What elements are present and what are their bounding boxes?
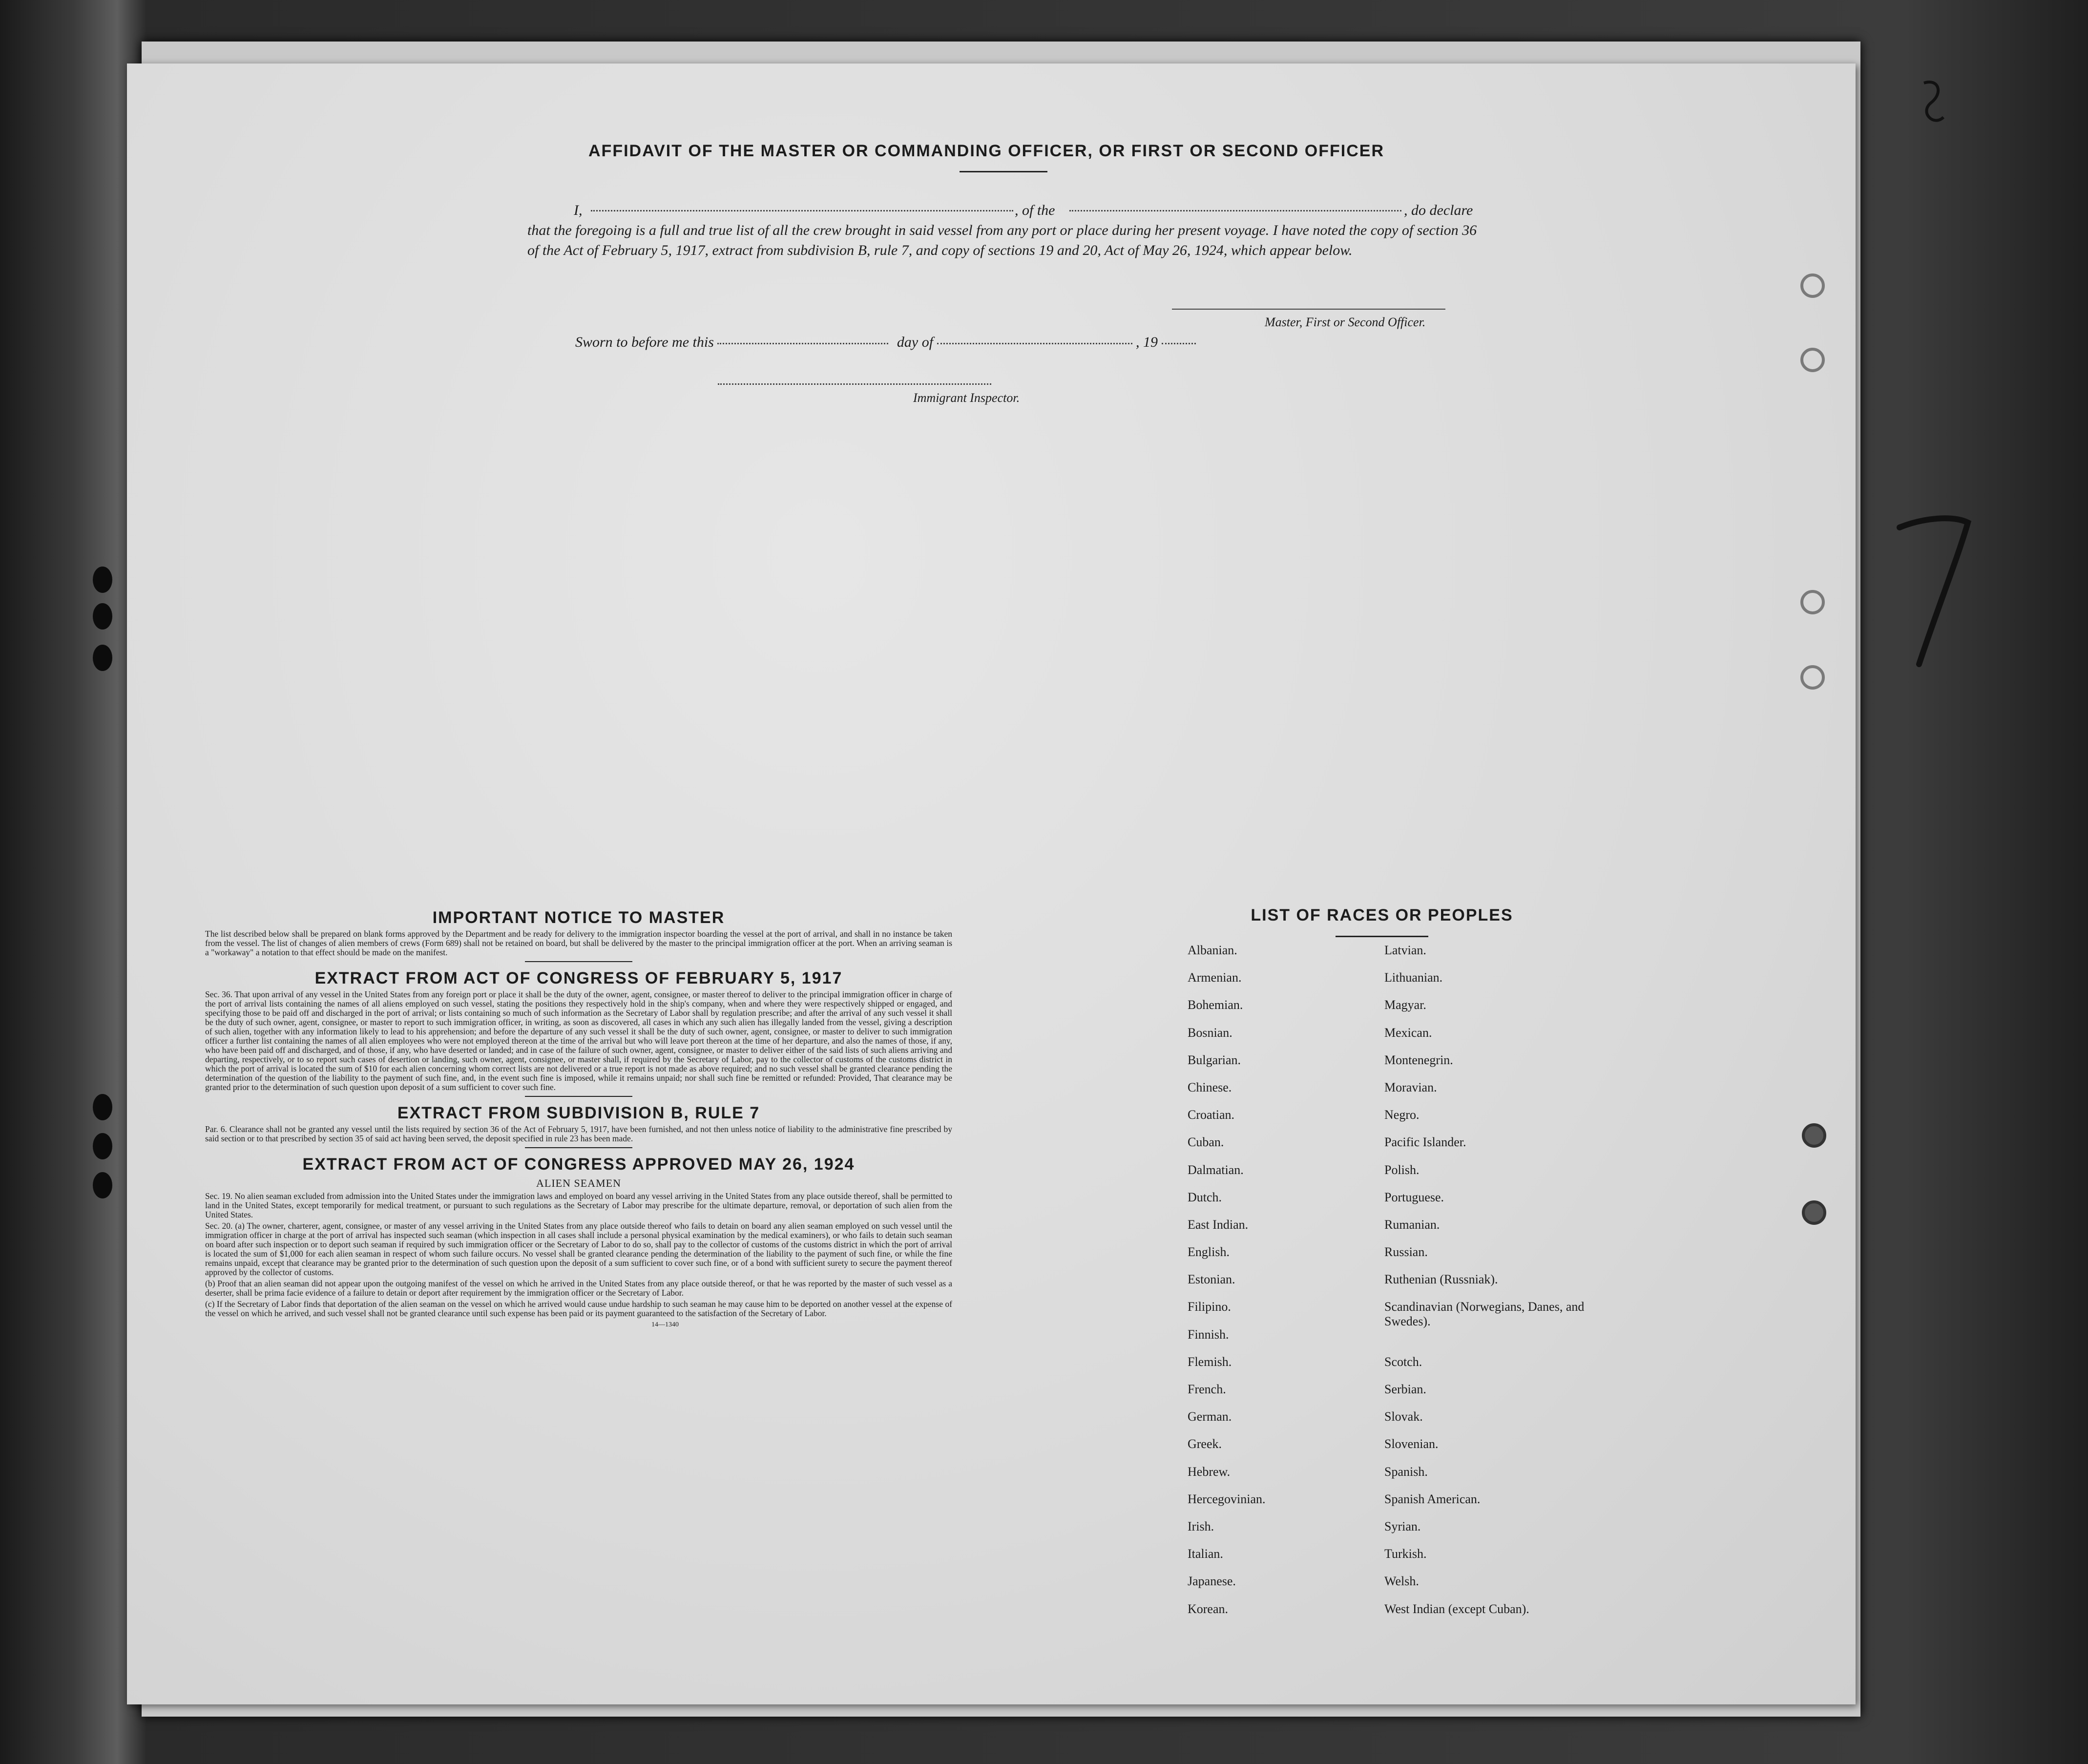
divider <box>525 1096 632 1097</box>
race-item: Flemish. <box>1188 1354 1232 1369</box>
race-item: French. <box>1188 1382 1226 1396</box>
race-item: Finnish. <box>1188 1327 1229 1342</box>
race-item: Moravian. <box>1384 1080 1437 1094</box>
sec19-text: Sec. 19. No alien seaman excluded from admission into the United States under the immigration laws and employed on board any vessel arriving in the United States from any place outside thereof, shall be permitted to land in the United States, except temporarily for medical treatment, or pursuant to such regulations as the Secretary of Labor may prescribe for the ultimate departure, removal, or deportation of such alien from the United States. <box>205 1191 952 1219</box>
affidavit-title: AFFIDAVIT OF THE MASTER OR COMMANDING OFFICER, OR FIRST OR SECOND OFFICER <box>588 142 1384 160</box>
year-blank[interactable] <box>1162 342 1196 344</box>
notice-text: The list described below shall be prepared on blank forms approved by the Department and be ready for delivery to the immigration inspector boarding the vessel at the port of arrival, and shall in no instance be taken from the vessel. The list of changes of alien members of crews (Form 689) shall not be retained on board, but shall be delivered by the master to the principal immigration officer at the port. When an arriving seaman is a "workaway" a notation to that effect should be made on the manifest. <box>205 929 952 957</box>
extract-1917-text: Sec. 36. That upon arrival of any vessel in the United States from any foreign port or place it shall be the duty of the owner, agent, consignee, or master thereof to deliver to the principal immigration officer in charge of the port of arrival lists containing the names of all aliens employed on such vessel, stating the positions they respectively hold in the ship's company, when and where they were respectively shipped or engaged, and specifying those to be paid off and discharged in the port of arrival; or lists containing so much of such information as the Secretary of Labor shall by regulation prescribe; and after the arrival of any such vessel it shall be the duty of such owner, agent, consignee, or master to report to such immigration officer, in writing, as soon as discovered, all cases in which any such alien has illegally landed from the vessel, giving a description of such alien, together with any information likely to lead to his apprehension; and before the departure of any such vessel it shall be the duty of such owner, agent, consignee, or master to deliver to such immigration officer a further list containing the names of all alien employees who were not employed thereon at the time of the arrival but who will leave port thereon at the time of her departure, and also the names of those, if any, who have been paid off and discharged, and of those, if any, who have deserted or landed; and in case of the failure of such owner, agent, consignee, or master to deliver either of the said lists of such aliens arriving and departing, respectively, or to so report such cases of desertion or landing, such owner, agent, consignee, or master shall, if required by the Secretary of Labor, pay to the collector of customs of the customs district in which the port of arrival is located the sum of $10 for each alien concerning whom correct lists are not delivered or a true report is not made as above required; and no such vessel shall be granted clearance pending the determination of the question of the liability to the payment of such fine, and, in the event such fine is imposed, while it remains unpaid; nor shall such fine be remitted or refunded: Provided, That clearance may be granted prior to the determination of such question upon deposit of a sum sufficient to cover such fine. <box>205 989 952 1092</box>
punch-hole <box>1800 273 1825 298</box>
race-item: Italian. <box>1188 1547 1223 1561</box>
affidavit-statement <box>527 200 1480 260</box>
handwritten-seven-mark <box>1895 508 1973 669</box>
day-of-label: day of <box>897 334 934 350</box>
vessel-blank[interactable] <box>1069 210 1401 211</box>
affidavit-body: that the foregoing is a full and true list of all the crew brought in said vessel from any port or place during her present voyage. I have noted the copy of section 36 of the Act of February 5, 1917, extract from subdivision B, rule 7, and copy of sections 19 and 20, Act of May 26, 1924, which appear below. <box>527 222 1477 258</box>
do-declare-label: , do declare <box>1404 202 1473 218</box>
race-item: German. <box>1188 1409 1232 1424</box>
race-item: Polish. <box>1384 1162 1420 1177</box>
race-item: Estonian. <box>1188 1272 1235 1287</box>
sworn-row <box>575 334 1196 351</box>
race-item: Spanish American. <box>1384 1491 1481 1506</box>
race-item: Serbian. <box>1384 1382 1426 1397</box>
sec20b-text: (b) Proof that an alien seaman did not appear upon the outgoing manifest of the vessel on which he arrived in the United States from any place outside thereof, or that he was reported by the master of such vessel as a deserter, shall be prima facie evidence of a failure to detain or deport after requirement by the immigration officer or the Secretary of Labor. <box>205 1279 952 1298</box>
races-column <box>1182 906 1585 1616</box>
extract-1917-title: EXTRACT FROM ACT OF CONGRESS OF FEBRUARY 5, 1917 <box>314 969 843 987</box>
binding-hole <box>93 1094 112 1120</box>
sworn-label: Sworn to before me this <box>575 334 714 350</box>
binding-hole <box>93 645 112 671</box>
race-item: Dutch. <box>1188 1190 1222 1204</box>
of-the-label: , of the <box>1015 202 1055 218</box>
day-blank[interactable] <box>717 342 888 344</box>
race-item: Hercegovinian. <box>1188 1491 1266 1506</box>
punch-hole <box>1800 665 1825 690</box>
race-item: Cuban. <box>1188 1135 1224 1150</box>
sec20a-text: Sec. 20. (a) The owner, charterer, agent, consignee, or master of any vessel arriving in the United States from any place outside thereof who fails to detain on board any alien seaman employed on such vessel until the immigration officer in charge at the port of arrival has inspected such seaman (which inspection in all cases shall include a personal physical examination by the medical examiners), or who fails to detain such seaman on board after such inspection or to deport such seaman if required by such immigration officer or the Secretary of Labor to do so, shall pay to the collector of customs of the customs district in which the port of arrival is located the sum of $1,000 for each alien seaman in respect of whom such failure occurs. No vessel shall be granted clearance pending the determination of the liability to the payment of such fine, or while the fine remains unpaid, except that clearance may be granted prior to the determination of such question upon the deposit of a sum sufficient to cover such fine, or of a bond with sufficient surety to secure the payment thereof approved by the collector of customs. <box>205 1221 952 1277</box>
race-item: Latvian. <box>1384 943 1426 957</box>
punch-hole <box>1802 1200 1826 1225</box>
title-underline <box>960 171 1047 172</box>
race-item: Rumanian. <box>1384 1217 1440 1232</box>
race-item: Turkish. <box>1384 1547 1427 1561</box>
race-item: Negro. <box>1384 1108 1420 1122</box>
binding-hole <box>93 603 112 630</box>
alien-seamen-subtitle: ALIEN SEAMEN <box>536 1177 621 1189</box>
races-left-column <box>1188 943 1373 1629</box>
extract-rule7-title: EXTRACT FROM SUBDIVISION B, RULE 7 <box>397 1104 760 1122</box>
race-item: Slovenian. <box>1384 1437 1439 1451</box>
punch-hole <box>1802 1123 1826 1148</box>
race-item: Scotch. <box>1384 1354 1422 1369</box>
race-item: English. <box>1188 1245 1230 1260</box>
race-item: Pacific Islander. <box>1384 1135 1466 1150</box>
race-item: West Indian (except Cuban). <box>1384 1601 1529 1616</box>
master-signature-line[interactable] <box>1172 309 1445 310</box>
inspector-caption: Immigrant Inspector. <box>913 391 1020 405</box>
race-item: Russian. <box>1384 1245 1428 1260</box>
race-item: Greek. <box>1188 1437 1222 1451</box>
race-item: Portuguese. <box>1384 1190 1444 1204</box>
race-item: Ruthenian (Russniak). <box>1384 1272 1498 1287</box>
binding-hole <box>93 567 112 593</box>
form-code: 14—1340 <box>651 1321 679 1328</box>
race-item: Albanian. <box>1188 943 1237 957</box>
race-item: Irish. <box>1188 1519 1214 1533</box>
race-item: Spanish. <box>1384 1464 1428 1479</box>
binding-hole <box>93 1133 112 1159</box>
binding-hole <box>93 1172 112 1198</box>
race-item: Hebrew. <box>1188 1464 1231 1479</box>
race-item: Syrian. <box>1384 1519 1421 1533</box>
notice-title: IMPORTANT NOTICE TO MASTER <box>432 908 725 927</box>
race-item: Armenian. <box>1188 970 1242 985</box>
punch-hole <box>1800 348 1825 372</box>
races-right-column <box>1384 943 1589 1629</box>
races-title: LIST OF RACES OR PEOPLES <box>1251 906 1513 924</box>
name-blank[interactable] <box>591 210 1013 211</box>
race-item: Bosnian. <box>1188 1025 1232 1040</box>
handwritten-corner-mark <box>1914 73 1953 132</box>
race-item: Scandinavian (Norwegians, Danes, and Swedes). <box>1384 1300 1585 1329</box>
race-item: Chinese. <box>1188 1080 1232 1094</box>
race-item: Montenegrin. <box>1384 1052 1453 1067</box>
divider <box>525 961 632 962</box>
punch-hole <box>1800 590 1825 614</box>
year-prefix: , 19 <box>1136 334 1158 350</box>
race-item: Slovak. <box>1384 1409 1423 1424</box>
extract-1924-title: EXTRACT FROM ACT OF CONGRESS APPROVED MAY 26, 1924 <box>302 1155 855 1174</box>
notice-column <box>205 908 952 1329</box>
race-item: Croatian. <box>1188 1108 1235 1122</box>
inspector-signature-line[interactable] <box>718 383 991 385</box>
extract-rule7-text: Par. 6. Clearance shall not be granted any vessel until the lists required by section 36 of the Act of February 5, 1917, have been furnished, and not then unless notice of liability to the administrative fine prescribed by said section or to that prescribed by section 35 of said act having been served, the deposit specified in rule 23 has been made. <box>205 1124 952 1143</box>
races-divider <box>1336 936 1428 937</box>
affidavit-page <box>127 63 1856 1704</box>
race-item: Welsh. <box>1384 1574 1419 1589</box>
race-item: Dalmatian. <box>1188 1162 1244 1177</box>
i-label: I, <box>574 202 583 218</box>
race-item: Bulgarian. <box>1188 1052 1241 1067</box>
race-item: Lithuanian. <box>1384 970 1443 985</box>
sec20c-text: (c) If the Secretary of Labor finds that deportation of the alien seaman on the vessel on which he arrived would cause undue hardship to such seaman he may cause him to be deported on another vessel at the expense of the vessel on which he arrived, and such vessel shall not be granted clearance until such expense has been paid or its payment guaranteed to the satisfaction of the Secretary of Labor. <box>205 1299 952 1318</box>
month-blank[interactable] <box>937 342 1132 344</box>
signature-caption: Master, First or Second Officer. <box>1265 315 1426 329</box>
race-item: Korean. <box>1188 1601 1229 1616</box>
race-item: Bohemian. <box>1188 998 1243 1012</box>
race-item: Mexican. <box>1384 1025 1432 1040</box>
race-item: Magyar. <box>1384 998 1426 1012</box>
race-item: Filipino. <box>1188 1300 1231 1314</box>
race-item: East Indian. <box>1188 1217 1249 1232</box>
race-item: Japanese. <box>1188 1574 1236 1589</box>
divider <box>525 1147 632 1148</box>
